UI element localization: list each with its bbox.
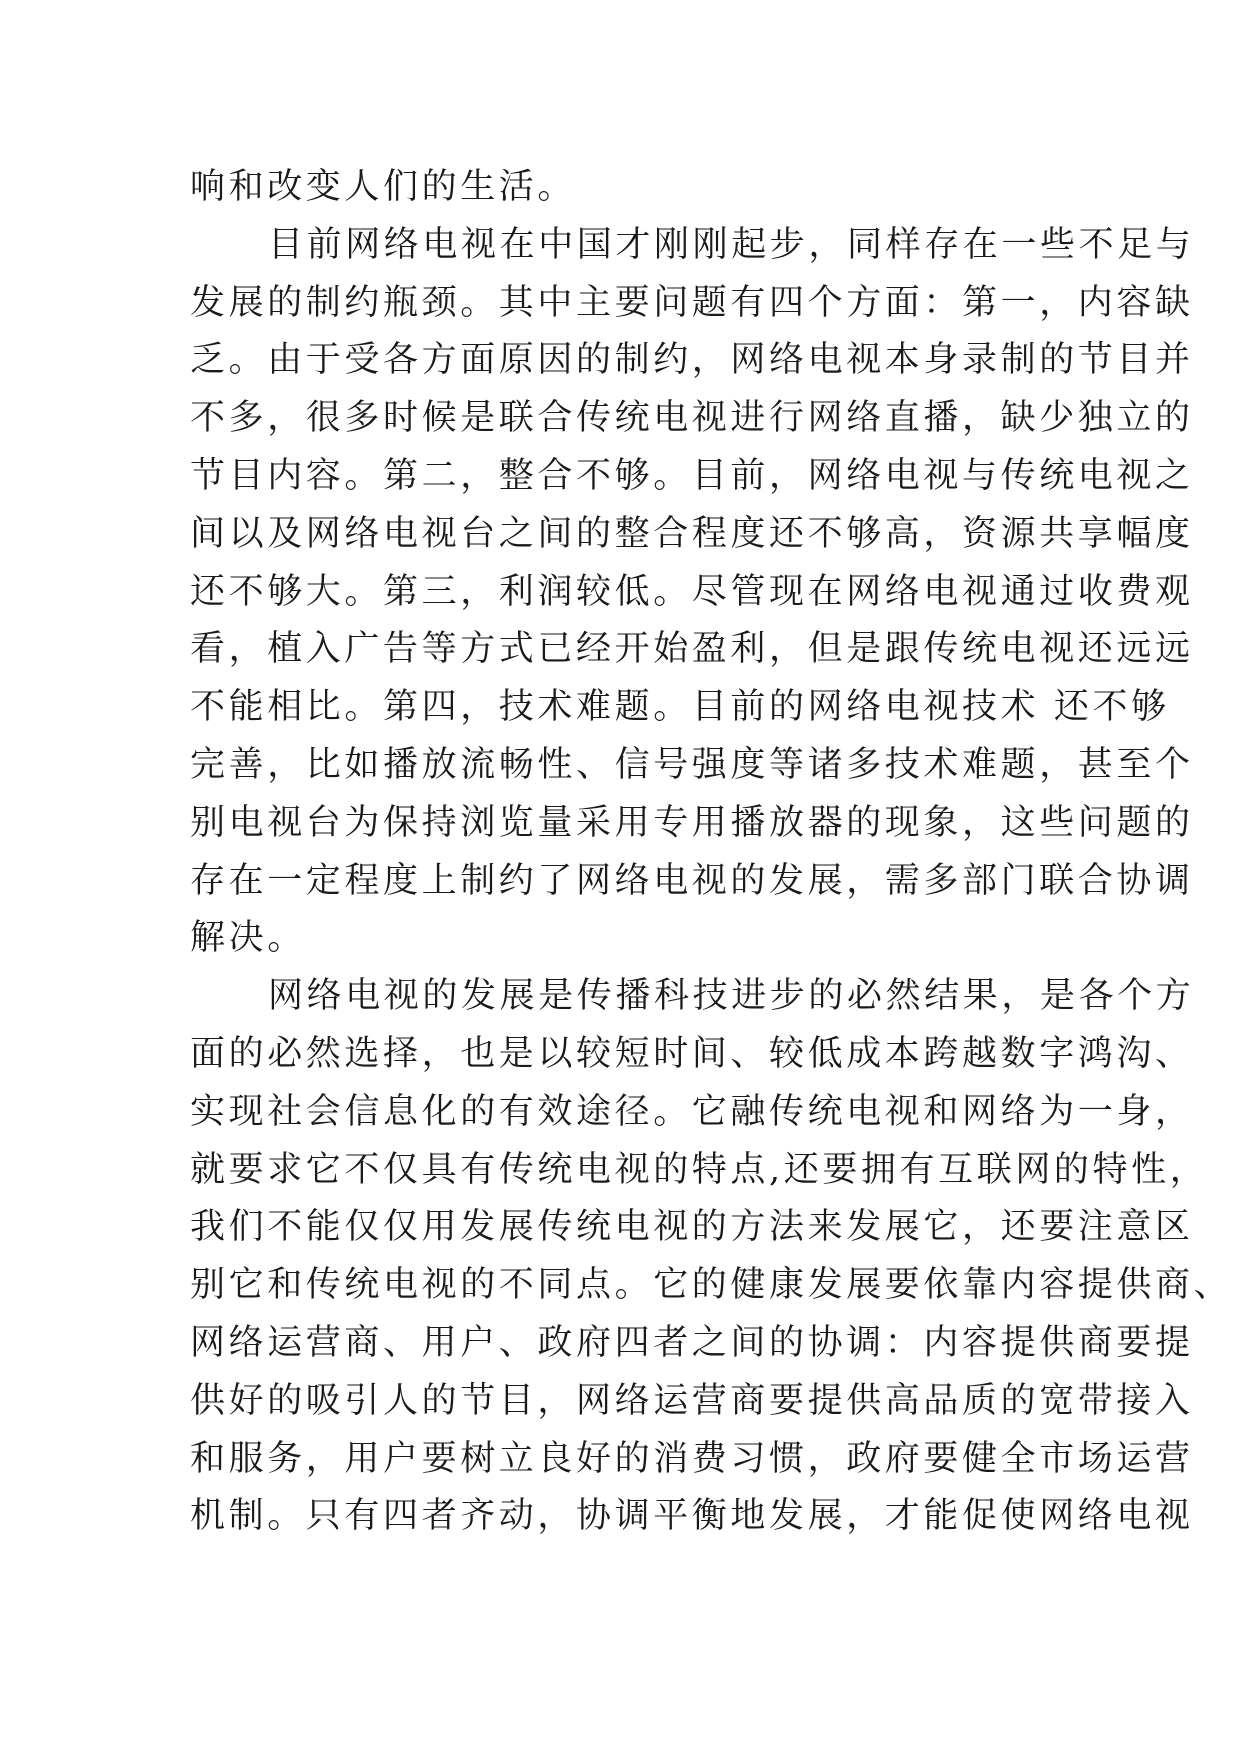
text-line: 我们不能仅仅用发展传统电视的方法来发展它，还要注意区 xyxy=(190,1207,1194,1248)
text-line: 就要求它不仅具有传统电视的特点,还要拥有互联网的特性， xyxy=(190,1149,1209,1190)
text-line: 间以及网络电视台之间的整合程度还不够高，资源共享幅度 xyxy=(190,513,1194,554)
text-line: 完善，比如播放流畅性、信号强度等诸多技术难题，甚至个 xyxy=(190,744,1194,785)
text-line: 不能相比。第四，技术难题。目前的网络电视技术 还不够 xyxy=(190,687,1170,728)
text-line: 还不够大。第三，利润较低。尽管现在网络电视通过收费观 xyxy=(190,571,1194,612)
text-line: 网络运营商、用户、政府四者之间的协调：内容提供商要提 xyxy=(190,1322,1194,1363)
text-line: 面的必然选择，也是以较短时间、较低成本跨越数字鸿沟、 xyxy=(190,1033,1194,1074)
text-line: 解决。 xyxy=(190,918,306,959)
text-line: 看，植入广告等方式已经开始盈利，但是跟传统电视还远远 xyxy=(190,629,1194,670)
body-text xyxy=(190,159,1233,1546)
text-line: 不多，很多时候是联合传统电视进行网络直播，缺少独立的 xyxy=(190,398,1194,439)
text-line: 存在一定程度上制约了网络电视的发展，需多部门联合协调 xyxy=(190,860,1194,901)
text-line: 节目内容。第二，整合不够。目前，网络电视与传统电视之 xyxy=(190,455,1194,496)
text-line: 实现社会信息化的有效途径。它融传统电视和网络为一身， xyxy=(190,1091,1194,1132)
text-line: 机制。只有四者齐动，协调平衡地发展，才能促使网络电视 xyxy=(190,1496,1194,1537)
text-line: 供好的吸引人的节目，网络运营商要提供高品质的宽带接入 xyxy=(190,1380,1194,1421)
text-line: 和服务，用户要树立良好的消费习惯，政府要健全市场运营 xyxy=(190,1438,1194,1479)
text-line: 别电视台为保持浏览量采用专用播放器的现象，这些问题的 xyxy=(190,802,1194,843)
text-line: 目前网络电视在中国才刚刚起步，同样存在一些不足与 xyxy=(268,224,1195,265)
text-line: 发展的制约瓶颈。其中主要问题有四个方面：第一，内容缺 xyxy=(190,282,1194,323)
text-line: 别它和传统电视的不同点。它的健康发展要依靠内容提供商、 xyxy=(190,1265,1233,1306)
text-line: 网络电视的发展是传播科技进步的必然结果，是各个方 xyxy=(268,976,1195,1017)
text-line: 乏。由于受各方面原因的制约，网络电视本身录制的节目并 xyxy=(190,340,1194,381)
text-line: 响和改变人们的生活。 xyxy=(190,167,577,207)
